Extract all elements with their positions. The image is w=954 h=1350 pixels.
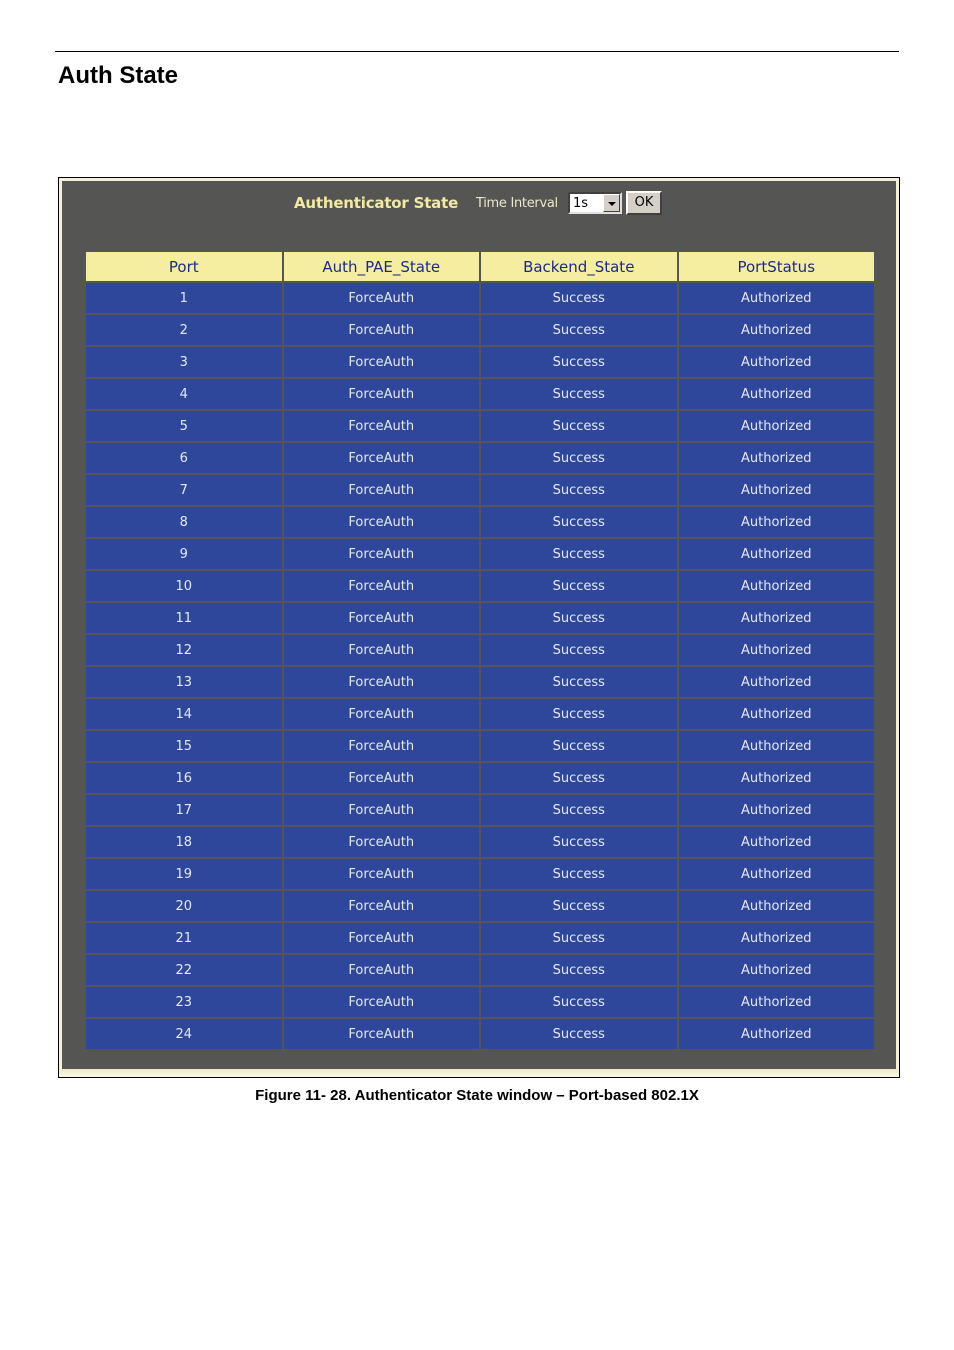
table-row [86,891,874,921]
cell-port-status: Authorized [679,795,875,825]
cell-port: 4 [86,379,282,409]
cell-auth-pae-state: ForceAuth [284,763,480,793]
cell-port-status: Authorized [679,283,875,313]
cell-port-status: Authorized [679,667,875,697]
figure-caption: Figure 11- 28. Authenticator State window – Port-based 802.1X [255,1087,699,1104]
cell-backend-state: Success [481,411,677,441]
table-row [86,411,874,441]
cell-backend-state: Success [481,1019,677,1049]
cell-port-status: Authorized [679,955,875,985]
cell-backend-state: Success [481,667,677,697]
cell-port: 3 [86,347,282,377]
table-row [86,283,874,313]
cell-backend-state: Success [481,699,677,729]
cell-backend-state: Success [481,859,677,889]
cell-port: 7 [86,475,282,505]
cell-port-status: Authorized [679,827,875,857]
cell-backend-state: Success [481,987,677,1017]
cell-port-status: Authorized [679,987,875,1017]
window-bottom-strip [59,1069,899,1077]
cell-port: 10 [86,571,282,601]
cell-backend-state: Success [481,763,677,793]
cell-auth-pae-state: ForceAuth [284,827,480,857]
section-title: Auth State [58,62,178,89]
cell-port: 15 [86,731,282,761]
cell-backend-state: Success [481,955,677,985]
cell-backend-state: Success [481,379,677,409]
table-body [86,283,874,1049]
cell-auth-pae-state: ForceAuth [284,315,480,345]
time-interval-label: Time Interval [476,196,558,211]
cell-port: 17 [86,795,282,825]
cell-port: 18 [86,827,282,857]
ok-button[interactable]: OK [626,191,662,215]
table-row [86,571,874,601]
cell-port-status: Authorized [679,315,875,345]
table-row [86,507,874,537]
cell-port: 14 [86,699,282,729]
cell-backend-state: Success [481,635,677,665]
cell-port: 1 [86,283,282,313]
column-header-port-status: PortStatus [679,252,875,281]
chevron-down-icon[interactable] [603,194,620,212]
cell-port-status: Authorized [679,1019,875,1049]
cell-port: 12 [86,635,282,665]
cell-port-status: Authorized [679,603,875,633]
cell-auth-pae-state: ForceAuth [284,891,480,921]
cell-port: 21 [86,923,282,953]
cell-port-status: Authorized [679,891,875,921]
cell-backend-state: Success [481,571,677,601]
cell-backend-state: Success [481,923,677,953]
cell-port-status: Authorized [679,763,875,793]
table-row [86,987,874,1017]
table-row [86,475,874,505]
cell-port-status: Authorized [679,571,875,601]
table-row [86,539,874,569]
table-row [86,859,874,889]
table-row [86,379,874,409]
table-header-row [86,252,874,281]
cell-port: 2 [86,315,282,345]
cell-auth-pae-state: ForceAuth [284,507,480,537]
cell-port-status: Authorized [679,507,875,537]
cell-port: 9 [86,539,282,569]
cell-auth-pae-state: ForceAuth [284,347,480,377]
cell-port-status: Authorized [679,379,875,409]
cell-auth-pae-state: ForceAuth [284,859,480,889]
cell-port: 11 [86,603,282,633]
column-header-port: Port [86,252,282,281]
window-panel [62,181,896,1069]
table-row [86,923,874,953]
table-row [86,603,874,633]
cell-auth-pae-state: ForceAuth [284,955,480,985]
cell-backend-state: Success [481,347,677,377]
cell-auth-pae-state: ForceAuth [284,667,480,697]
cell-backend-state: Success [481,539,677,569]
cell-port-status: Authorized [679,347,875,377]
cell-auth-pae-state: ForceAuth [284,731,480,761]
cell-backend-state: Success [481,475,677,505]
cell-backend-state: Success [481,827,677,857]
table-row [86,731,874,761]
table-row [86,347,874,377]
window-header [62,191,896,217]
cell-port-status: Authorized [679,443,875,473]
cell-auth-pae-state: ForceAuth [284,571,480,601]
table-row [86,763,874,793]
cell-port-status: Authorized [679,411,875,441]
cell-auth-pae-state: ForceAuth [284,795,480,825]
cell-backend-state: Success [481,795,677,825]
cell-backend-state: Success [481,731,677,761]
time-interval-select[interactable] [568,192,622,214]
cell-auth-pae-state: ForceAuth [284,603,480,633]
cell-port: 19 [86,859,282,889]
top-rule [55,51,899,52]
cell-port: 23 [86,987,282,1017]
cell-auth-pae-state: ForceAuth [284,699,480,729]
cell-port: 16 [86,763,282,793]
cell-port-status: Authorized [679,539,875,569]
cell-auth-pae-state: ForceAuth [284,411,480,441]
table-row [86,955,874,985]
cell-backend-state: Success [481,315,677,345]
cell-backend-state: Success [481,603,677,633]
cell-auth-pae-state: ForceAuth [284,475,480,505]
cell-port: 13 [86,667,282,697]
cell-port-status: Authorized [679,731,875,761]
column-header-backend-state: Backend_State [481,252,677,281]
cell-port: 8 [86,507,282,537]
cell-port: 6 [86,443,282,473]
cell-port: 5 [86,411,282,441]
cell-auth-pae-state: ForceAuth [284,987,480,1017]
cell-auth-pae-state: ForceAuth [284,923,480,953]
cell-backend-state: Success [481,443,677,473]
cell-port-status: Authorized [679,923,875,953]
cell-backend-state: Success [481,507,677,537]
cell-auth-pae-state: ForceAuth [284,283,480,313]
column-header-auth-pae-state: Auth_PAE_State [284,252,480,281]
table-row [86,827,874,857]
time-interval-value: 1s [573,196,589,211]
cell-auth-pae-state: ForceAuth [284,1019,480,1049]
table-row [86,1019,874,1049]
cell-port-status: Authorized [679,475,875,505]
table-row [86,699,874,729]
cell-auth-pae-state: ForceAuth [284,539,480,569]
table-row [86,635,874,665]
auth-state-table [84,250,876,1051]
cell-port-status: Authorized [679,699,875,729]
authenticator-state-window [58,177,900,1078]
cell-port: 20 [86,891,282,921]
cell-auth-pae-state: ForceAuth [284,443,480,473]
window-title: Authenticator State [294,194,459,212]
cell-port-status: Authorized [679,859,875,889]
cell-port: 24 [86,1019,282,1049]
cell-backend-state: Success [481,283,677,313]
table-row [86,443,874,473]
cell-auth-pae-state: ForceAuth [284,635,480,665]
cell-port: 22 [86,955,282,985]
cell-port-status: Authorized [679,635,875,665]
table-row [86,795,874,825]
cell-auth-pae-state: ForceAuth [284,379,480,409]
table-row [86,315,874,345]
table-row [86,667,874,697]
cell-backend-state: Success [481,891,677,921]
